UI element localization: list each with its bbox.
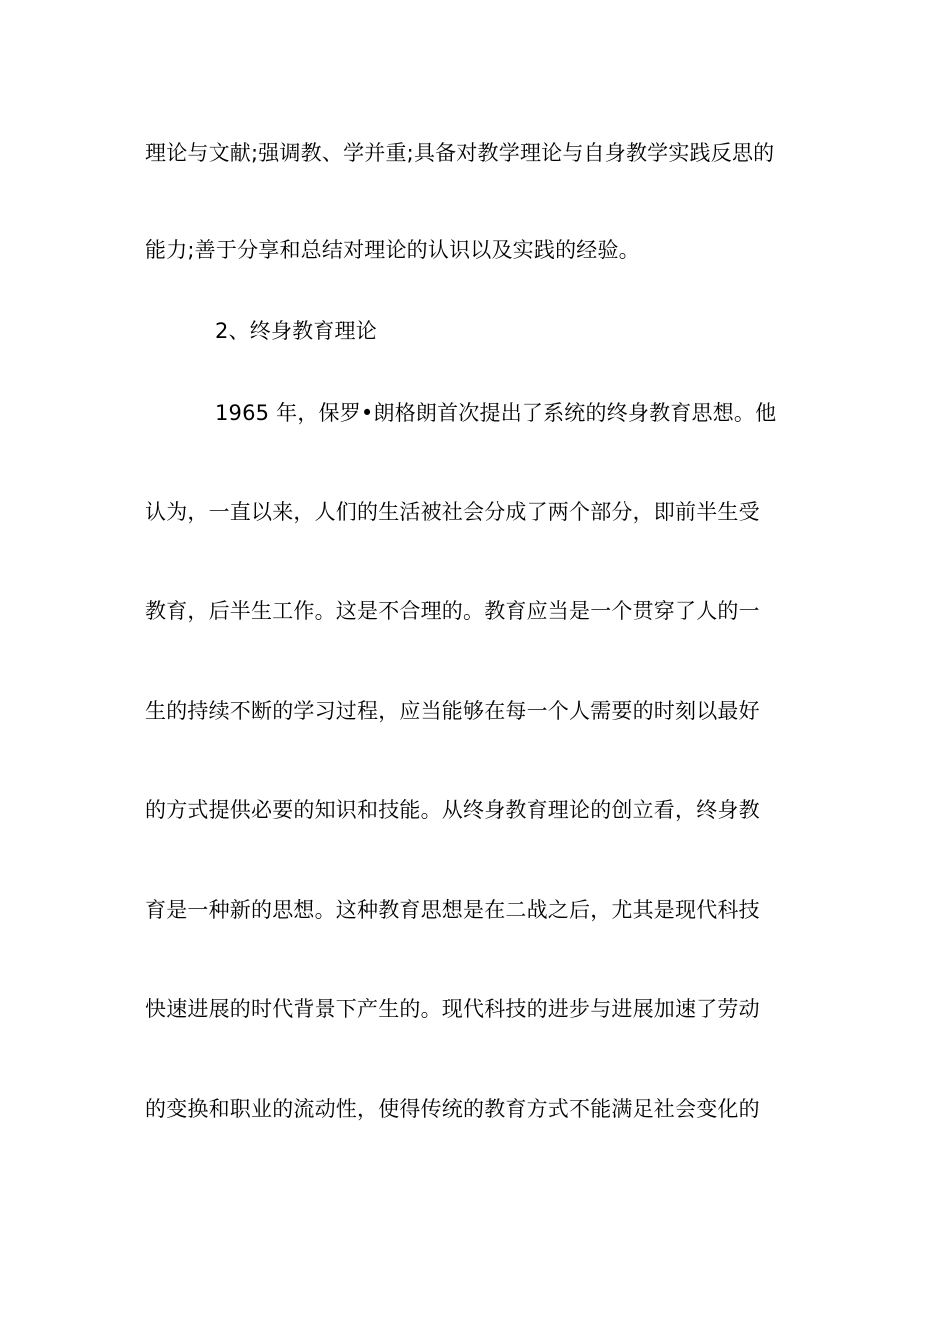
section-heading: 2、终身教育理论 xyxy=(215,319,377,343)
paragraph-line-8: 育是一种新的思想。这种教育思想是在二战之后，尤其是现代科技 xyxy=(145,898,760,922)
paragraph-line-4: 认为，一直以来，人们的生活被社会分成了两个部分，即前半生受 xyxy=(145,500,760,524)
paragraph-line-1: 理论与文献;强调教、学并重;具备对教学理论与自身教学实践反思的 xyxy=(145,141,775,165)
paragraph-line-7: 的方式提供必要的知识和技能。从终身教育理论的创立看，终身教 xyxy=(145,798,760,822)
paragraph-line-6: 生的持续不断的学习过程，应当能够在每一个人需要的时刻以最好 xyxy=(145,699,760,723)
paragraph-line-2: 能力;善于分享和总结对理论的认识以及实践的经验。 xyxy=(145,238,640,262)
paragraph-line-9: 快速进展的时代背景下产生的。现代科技的进步与进展加速了劳动 xyxy=(145,997,760,1021)
paragraph-line-5: 教育，后半生工作。这是不合理的。教育应当是一个贯穿了人的一 xyxy=(145,599,760,623)
paragraph-line-10: 的变换和职业的流动性，使得传统的教育方式不能满足社会变化的 xyxy=(145,1097,760,1121)
paragraph-line-3: 1965 年，保罗•朗格朗首次提出了系统的终身教育思想。他 xyxy=(215,401,777,425)
